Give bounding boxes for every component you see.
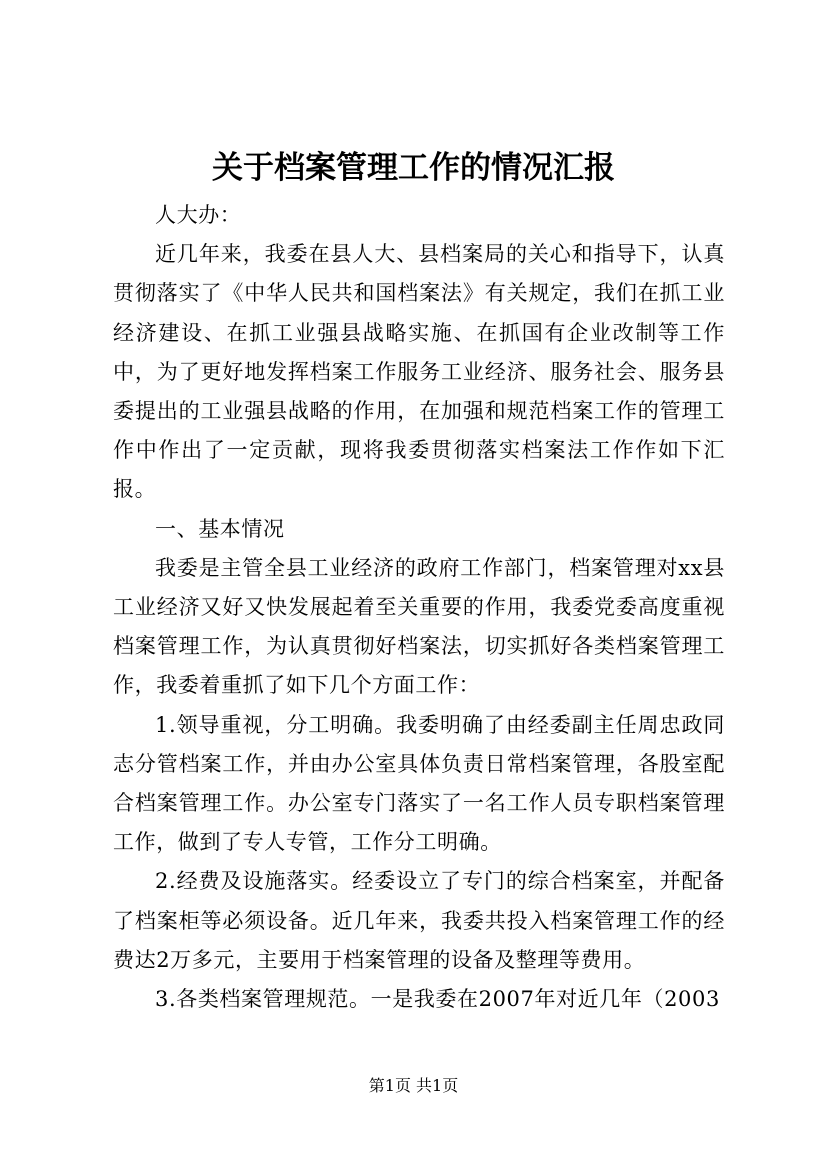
paragraph-item-2: 2.经费及设施落实。经委设立了专门的综合档案室，并配备了档案柜等必须设备。近几年来，我委共投入档案管理工作的经费达2万多元，主要用于档案管理的设备及整理等费用。 [113,869,725,972]
salutation: 人大办： [155,203,242,227]
paragraph-item-1: 1.领导重视，分工明确。我委明确了由经委副主任周忠政同志分管档案工作，并由办公室具体负责日常档案管理，各股室配合档案管理工作。办公室专门落实了一名工作人员专职档案管理工作，做到了专人专管，工作分工明确。 [113,712,725,855]
document-title: 关于档案管理工作的情况汇报 [212,150,615,186]
paragraph-overview: 我委是主管全县工业经济的政府工作部门，档案管理对xx县工业经济又好又快发展起着至关重要的作用，我委党委高度重视档案管理工作，为认真贯彻好档案法，切实抓好各类档案管理工作，我委着重抓了如下几个方面工作： [113,555,725,698]
paragraph-item-3: 3.各类档案管理规范。一是我委在2007年对近几年（2003 [155,987,720,1012]
paragraph-intro: 近几年来，我委在县人大、县档案局的关心和指导下，认真贯彻落实了《中华人民共和国档案法》有关规定，我们在抓工业经济建设、在抓工业强县战略实施、在抓国有企业改制等工作中，为了更好地发挥档案工作服务工业经济、服务社会、服务县委提出的工业强县战略的作用，在加强和规范档案工作的管理工作中作出了一定贡献，现将我委贯彻落实档案法工作作如下汇报。 [113,242,725,502]
document-body [113,196,725,1019]
page-footer: 第1页 共1页 [368,1076,459,1095]
section-heading-basic-situation: 一、基本情况 [155,516,285,541]
